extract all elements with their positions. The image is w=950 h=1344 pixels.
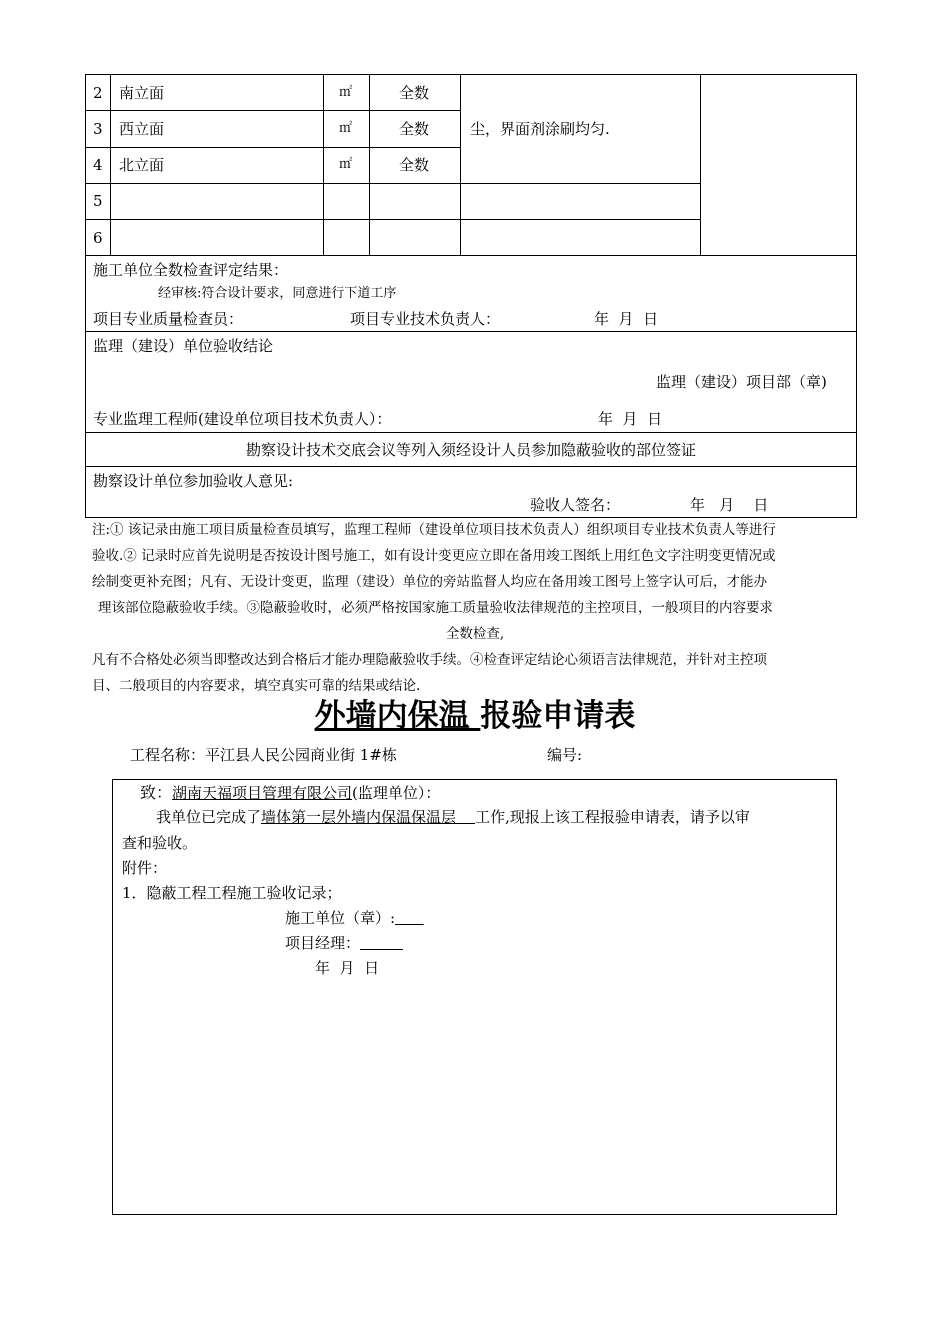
application-form-box bbox=[112, 779, 837, 1215]
supervision-date: 年 月 日 bbox=[598, 410, 663, 428]
supervision-heading: 监理（建设）单位验收结论 bbox=[93, 337, 274, 355]
table-row-unit: ㎡ bbox=[339, 121, 353, 136]
table-row-no: 6 bbox=[93, 229, 103, 247]
project-manager-blank[interactable] bbox=[360, 934, 403, 952]
note-line: 凡有不合格处必须当即整改达到合格后才能办理隐蔽验收手续。④检查评定结论心须语言法律规范，并针对主控项 bbox=[92, 652, 767, 668]
notes-block bbox=[92, 517, 858, 699]
note-line: 注:① 该记录由施工项目质量检查员填写，监理工程师（建设单位项目技术负责人）组织项目专业技术负责人等进行 bbox=[92, 522, 776, 538]
table-row-name: 南立面 bbox=[119, 84, 165, 102]
form-date: 年 月 日 bbox=[315, 959, 380, 977]
design-row-text: 勘察设计技术交底会议等列入须经设计人员参加隐蔽验收的部位签证 bbox=[245, 441, 696, 459]
table-row-no: 4 bbox=[93, 156, 103, 174]
construction-unit-blank[interactable] bbox=[395, 909, 424, 927]
form-title-underlined: 外墙内保温 bbox=[314, 698, 481, 734]
project-manager-line bbox=[285, 934, 403, 952]
table-row-unit: ㎡ bbox=[339, 157, 353, 172]
table-row-name: 北立面 bbox=[119, 156, 165, 174]
form-title bbox=[0, 696, 950, 736]
table-row-qty: 全数 bbox=[399, 156, 430, 174]
table-row-no: 3 bbox=[93, 120, 103, 138]
table-row-no: 5 bbox=[93, 192, 103, 210]
body-suffix: 工作,现报上该工程报验申请表，请予以审 bbox=[475, 808, 750, 826]
table-row-qty: 全数 bbox=[399, 84, 430, 102]
design-date: 年 月 日 bbox=[690, 496, 769, 514]
design-sign-label: 验收人签名： bbox=[530, 496, 621, 514]
project-name: 工程名称：平江县人民公园商业街 1#栋 bbox=[130, 746, 397, 764]
supervision-engineer-label: 专业监理工程师(建设单位项目技术负责人）： bbox=[93, 410, 392, 428]
completed-work: 墙体第一层外墙内保温保温层 bbox=[261, 808, 476, 826]
quality-inspector-label: 项目专业质量检查员： bbox=[93, 310, 244, 328]
table-row-qty: 全数 bbox=[399, 120, 430, 138]
merged-description: 尘，界面剂涂刷均匀. bbox=[470, 120, 610, 138]
form-number-label: 编号: bbox=[547, 746, 583, 764]
addressee-prefix: 致： bbox=[140, 783, 173, 802]
note-line: 理该部位隐蔽验收手续。③隐蔽验收时，必须严格按国家施工质量验收法律规范的主控项目，一般项目的内容要求 bbox=[98, 600, 773, 616]
supervisor-company: 湖南天福项目管理有限公司 bbox=[172, 784, 353, 802]
table-row-name: 西立面 bbox=[119, 120, 165, 138]
construction-heading: 施工单位全数检查评定结果： bbox=[93, 261, 289, 279]
body-prefix: 我单位已完成了 bbox=[156, 808, 262, 826]
design-opinion-heading: 勘察设计单位参加验收人意见: bbox=[93, 472, 294, 490]
addressee-suffix: (监理单位）： bbox=[352, 784, 441, 802]
note-line: 目、二般项目的内容要求，填空真实可靠的结果或结论. bbox=[92, 678, 421, 694]
construction-date: 年 月 日 bbox=[594, 310, 659, 328]
attachment-label: 附件： bbox=[122, 859, 168, 877]
note-line: 验收.② 记录时应首先说明是否按设计图号施工，如有设计变更应立即在备用竣工图纸上用红色文字注明变更情况或 bbox=[92, 548, 776, 564]
addressee-line bbox=[140, 784, 440, 802]
construction-review: 经审核:符合设计要求，同意进行下道工序 bbox=[158, 286, 397, 301]
supervision-dept: 监理（建设）项目部（章) bbox=[656, 373, 827, 391]
table-row-no: 2 bbox=[93, 84, 103, 102]
note-line: 全数检查, bbox=[445, 626, 505, 642]
body-line-2: 查和验收。 bbox=[122, 834, 198, 852]
project-manager-label: 项目经理： bbox=[285, 934, 361, 952]
table-row-unit: ㎡ bbox=[339, 85, 353, 100]
attachment-item: 1．隐蔽工程工程施工验收记录； bbox=[122, 884, 342, 902]
body-line-1 bbox=[156, 808, 750, 826]
note-line: 绘制变更补充图；凡有、无设计变更，监理（建设）单位的旁站监督人均应在备用竣工图号上签字认可后，才能办 bbox=[92, 574, 767, 590]
construction-unit-label: 施工单位（章）: bbox=[285, 909, 396, 927]
construction-unit-line bbox=[285, 909, 424, 927]
form-title-rest: 报验申请表 bbox=[480, 698, 636, 734]
tech-leader-label: 项目专业技术负责人： bbox=[350, 310, 501, 328]
